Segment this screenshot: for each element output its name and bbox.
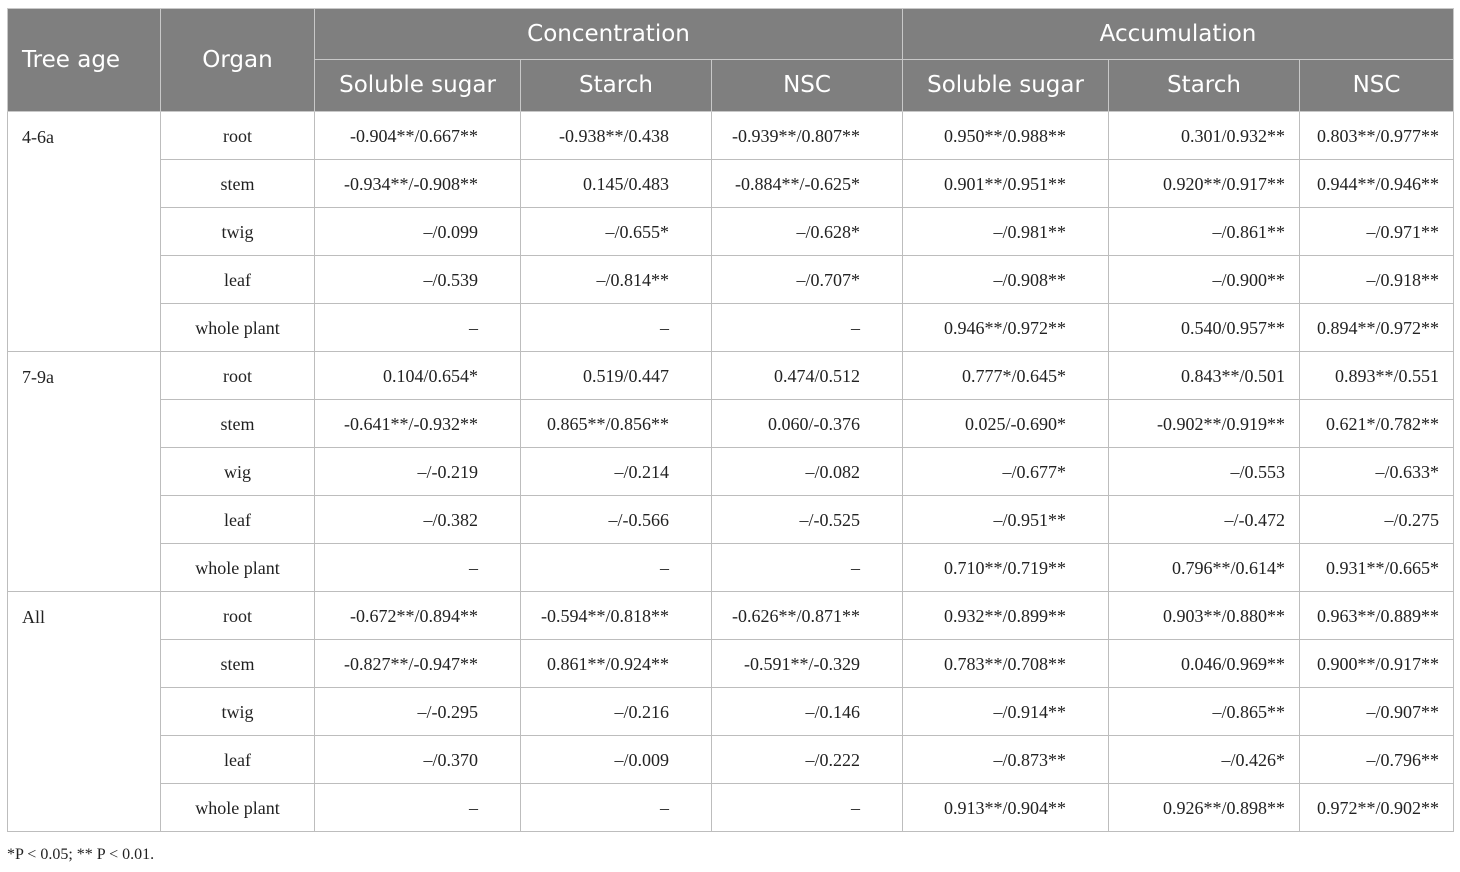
table-row xyxy=(8,688,1454,736)
value-cell: 0.946**/0.972** xyxy=(903,304,1109,352)
value-cell: – xyxy=(521,304,712,352)
value-cell: – xyxy=(712,784,903,832)
value-cell: 0.893**/0.551 xyxy=(1300,352,1454,400)
value-cell: –/0.222 xyxy=(712,736,903,784)
value-cell: 0.777*/0.645* xyxy=(903,352,1109,400)
value-cell: –/0.677* xyxy=(903,448,1109,496)
organ-cell: stem xyxy=(161,400,315,448)
value-cell: –/0.814** xyxy=(521,256,712,304)
organ-cell: twig xyxy=(161,688,315,736)
value-cell: –/-0.219 xyxy=(315,448,521,496)
value-cell: 0.932**/0.899** xyxy=(903,592,1109,640)
value-cell: –/-0.566 xyxy=(521,496,712,544)
table-row xyxy=(8,352,1454,400)
value-cell: –/0.633* xyxy=(1300,448,1454,496)
value-cell: 0.783**/0.708** xyxy=(903,640,1109,688)
value-cell: –/0.861** xyxy=(1109,208,1300,256)
value-cell: –/0.382 xyxy=(315,496,521,544)
value-cell: –/0.275 xyxy=(1300,496,1454,544)
value-cell: 0.025/-0.690* xyxy=(903,400,1109,448)
value-cell: 0.901**/0.951** xyxy=(903,160,1109,208)
value-cell: 0.894**/0.972** xyxy=(1300,304,1454,352)
value-cell: –/0.981** xyxy=(903,208,1109,256)
value-cell: –/0.146 xyxy=(712,688,903,736)
table-row xyxy=(8,640,1454,688)
header-accumulation: Accumulation xyxy=(903,9,1454,60)
organ-cell: stem xyxy=(161,160,315,208)
value-cell: – xyxy=(521,544,712,592)
value-cell: –/-0.472 xyxy=(1109,496,1300,544)
organ-cell: root xyxy=(161,112,315,160)
value-cell: 0.900**/0.917** xyxy=(1300,640,1454,688)
value-cell: –/0.426* xyxy=(1109,736,1300,784)
value-cell: –/0.009 xyxy=(521,736,712,784)
value-cell: -0.904**/0.667** xyxy=(315,112,521,160)
value-cell: 0.046/0.969** xyxy=(1109,640,1300,688)
header-acc-soluble-sugar: Soluble sugar xyxy=(903,60,1109,112)
correlation-table xyxy=(7,8,1454,832)
header-conc-nsc: NSC xyxy=(712,60,903,112)
value-cell: -0.938**/0.438 xyxy=(521,112,712,160)
value-cell: –/0.865** xyxy=(1109,688,1300,736)
header-concentration: Concentration xyxy=(315,9,903,60)
value-cell: –/0.214 xyxy=(521,448,712,496)
value-cell: –/0.216 xyxy=(521,688,712,736)
table-row xyxy=(8,544,1454,592)
value-cell: 0.926**/0.898** xyxy=(1109,784,1300,832)
value-cell: 0.145/0.483 xyxy=(521,160,712,208)
value-cell: 0.865**/0.856** xyxy=(521,400,712,448)
value-cell: –/0.655* xyxy=(521,208,712,256)
organ-cell: stem xyxy=(161,640,315,688)
value-cell: -0.884**/-0.625* xyxy=(712,160,903,208)
value-cell: – xyxy=(712,304,903,352)
value-cell: – xyxy=(315,784,521,832)
value-cell: 0.920**/0.917** xyxy=(1109,160,1300,208)
value-cell: –/0.951** xyxy=(903,496,1109,544)
table-row xyxy=(8,304,1454,352)
organ-cell: root xyxy=(161,352,315,400)
value-cell: -0.939**/0.807** xyxy=(712,112,903,160)
organ-cell: leaf xyxy=(161,256,315,304)
value-cell: – xyxy=(712,544,903,592)
organ-cell: leaf xyxy=(161,736,315,784)
value-cell: 0.710**/0.719** xyxy=(903,544,1109,592)
table-row xyxy=(8,112,1454,160)
organ-cell: root xyxy=(161,592,315,640)
value-cell: 0.972**/0.902** xyxy=(1300,784,1454,832)
value-cell: 0.843**/0.501 xyxy=(1109,352,1300,400)
table-row xyxy=(8,400,1454,448)
header-row-top xyxy=(8,9,1454,60)
value-cell: 0.913**/0.904** xyxy=(903,784,1109,832)
value-cell: 0.796**/0.614* xyxy=(1109,544,1300,592)
value-cell: –/0.900** xyxy=(1109,256,1300,304)
value-cell: 0.621*/0.782** xyxy=(1300,400,1454,448)
value-cell: – xyxy=(315,304,521,352)
organ-cell: whole plant xyxy=(161,304,315,352)
value-cell: -0.594**/0.818** xyxy=(521,592,712,640)
table-body xyxy=(8,112,1454,832)
value-cell: –/0.099 xyxy=(315,208,521,256)
tree-age-cell: 4-6a xyxy=(8,112,161,352)
organ-cell: whole plant xyxy=(161,544,315,592)
value-cell: 0.519/0.447 xyxy=(521,352,712,400)
table-row xyxy=(8,592,1454,640)
table-row xyxy=(8,784,1454,832)
value-cell: –/0.628* xyxy=(712,208,903,256)
value-cell: –/0.971** xyxy=(1300,208,1454,256)
tree-age-cell: 7-9a xyxy=(8,352,161,592)
organ-cell: wig xyxy=(161,448,315,496)
value-cell: -0.902**/0.919** xyxy=(1109,400,1300,448)
header-acc-nsc: NSC xyxy=(1300,60,1454,112)
value-cell: 0.950**/0.988** xyxy=(903,112,1109,160)
value-cell: 0.803**/0.977** xyxy=(1300,112,1454,160)
table-row xyxy=(8,160,1454,208)
header-conc-soluble-sugar: Soluble sugar xyxy=(315,60,521,112)
table-row xyxy=(8,448,1454,496)
header-conc-starch: Starch xyxy=(521,60,712,112)
value-cell: -0.672**/0.894** xyxy=(315,592,521,640)
value-cell: 0.474/0.512 xyxy=(712,352,903,400)
value-cell: –/-0.295 xyxy=(315,688,521,736)
value-cell: – xyxy=(521,784,712,832)
value-cell: -0.827**/-0.947** xyxy=(315,640,521,688)
value-cell: 0.944**/0.946** xyxy=(1300,160,1454,208)
value-cell: –/0.907** xyxy=(1300,688,1454,736)
value-cell: 0.931**/0.665* xyxy=(1300,544,1454,592)
value-cell: –/0.082 xyxy=(712,448,903,496)
value-cell: 0.104/0.654* xyxy=(315,352,521,400)
value-cell: -0.934**/-0.908** xyxy=(315,160,521,208)
header-tree-age: Tree age xyxy=(8,9,161,112)
value-cell: 0.301/0.932** xyxy=(1109,112,1300,160)
organ-cell: leaf xyxy=(161,496,315,544)
header-organ: Organ xyxy=(161,9,315,112)
value-cell: –/-0.525 xyxy=(712,496,903,544)
organ-cell: whole plant xyxy=(161,784,315,832)
value-cell: –/0.918** xyxy=(1300,256,1454,304)
table-row xyxy=(8,208,1454,256)
correlation-table-container xyxy=(7,8,1453,832)
table-row xyxy=(8,736,1454,784)
value-cell: 0.540/0.957** xyxy=(1109,304,1300,352)
value-cell: –/0.370 xyxy=(315,736,521,784)
header-acc-starch: Starch xyxy=(1109,60,1300,112)
tree-age-cell: All xyxy=(8,592,161,832)
value-cell: –/0.908** xyxy=(903,256,1109,304)
value-cell: –/0.873** xyxy=(903,736,1109,784)
value-cell: –/0.796** xyxy=(1300,736,1454,784)
footnote: *P < 0.05; ** P < 0.01. xyxy=(7,846,155,863)
value-cell: -0.626**/0.871** xyxy=(712,592,903,640)
value-cell: –/0.553 xyxy=(1109,448,1300,496)
organ-cell: twig xyxy=(161,208,315,256)
value-cell: –/0.914** xyxy=(903,688,1109,736)
value-cell: 0.060/-0.376 xyxy=(712,400,903,448)
value-cell: 0.963**/0.889** xyxy=(1300,592,1454,640)
value-cell: 0.903**/0.880** xyxy=(1109,592,1300,640)
value-cell: -0.641**/-0.932** xyxy=(315,400,521,448)
table-row xyxy=(8,496,1454,544)
value-cell: –/0.539 xyxy=(315,256,521,304)
table-row xyxy=(8,256,1454,304)
value-cell: –/0.707* xyxy=(712,256,903,304)
value-cell: 0.861**/0.924** xyxy=(521,640,712,688)
value-cell: -0.591**/-0.329 xyxy=(712,640,903,688)
value-cell: – xyxy=(315,544,521,592)
